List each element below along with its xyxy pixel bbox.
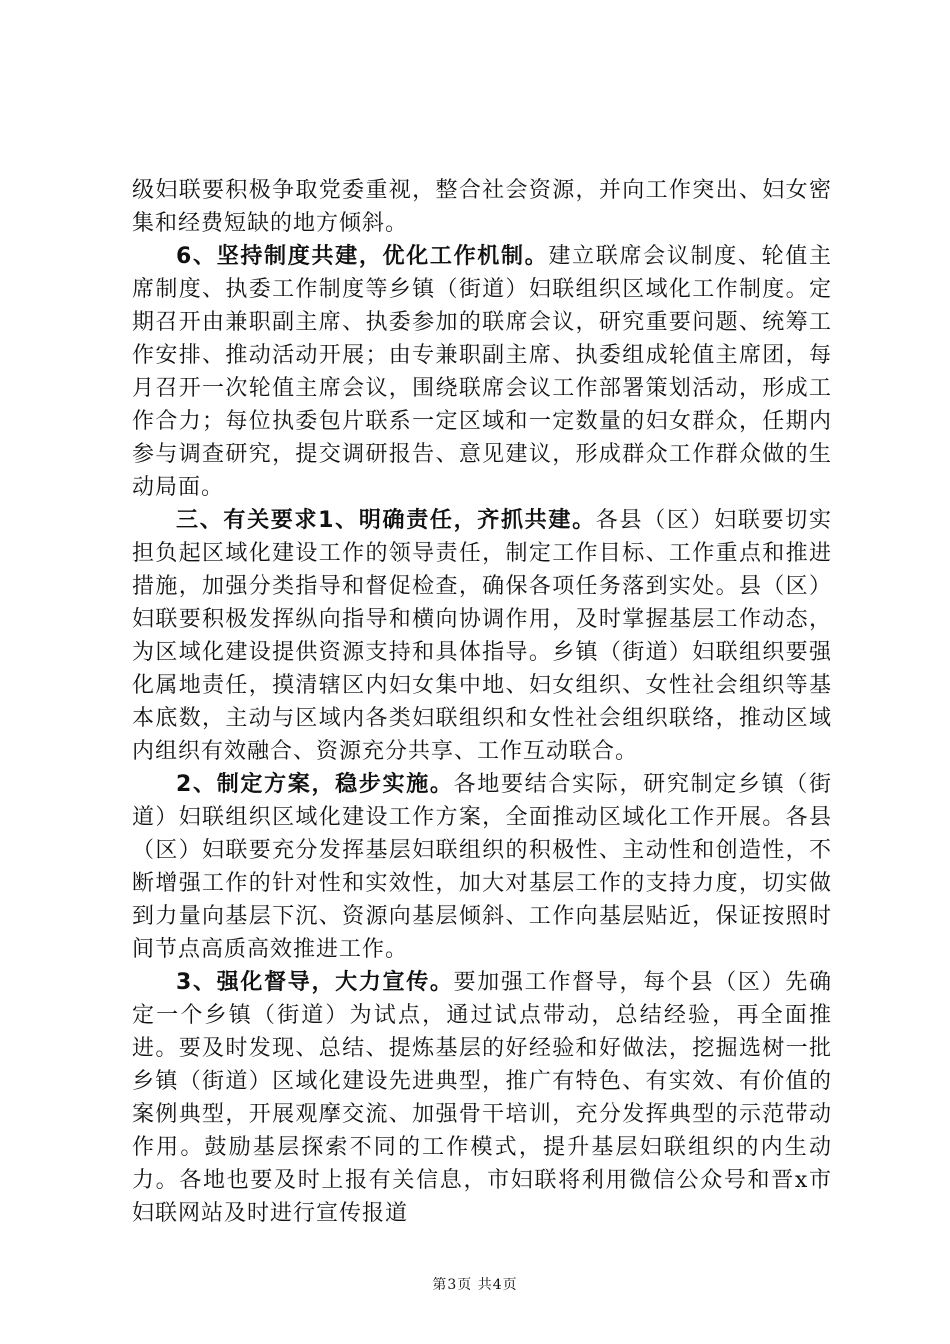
paragraph-body: 要加强工作督导，每个县（区）先确定一个乡镇（街道）为试点，通过试点带动，总结经验，再全面推进。要及时发现、总结、提炼基层的好经验和好做法，挖掘选树一批乡镇（街道）区域化建设先进典型，推广有特色、有实效、有价值的案例典型，开展观摩交流、加强骨干培训，充分发挥典型的示范带动作用。鼓励基层探索不同的工作模式，提升基层妇联组织的内生动力。各地也要及时上报有关信息，市妇联将利用微信公众号和晋x市妇联网站及时进行宣传报道 xyxy=(132,970,832,1226)
paragraph-heading: 3、强化督导，大力宣传。 xyxy=(176,970,454,995)
paragraph-heading: 2、制定方案，稳步实施。 xyxy=(176,772,454,797)
paragraph-heading: 6、坚持制度共建，优化工作机制。 xyxy=(176,244,549,269)
page-number-footer: 第3页 共4页 xyxy=(432,1277,518,1293)
paragraph-heading: 三、有关要求1、明确责任，齐抓共建。 xyxy=(176,508,596,533)
paragraph-continuation xyxy=(132,174,832,240)
paragraph-item-2 xyxy=(132,768,832,966)
paragraph-section-3-item-1 xyxy=(132,504,832,768)
document-body xyxy=(132,174,832,1230)
paragraph-item-3 xyxy=(132,966,832,1230)
paragraph-body: 建立联席会议制度、轮值主席制度、执委工作制度等乡镇（街道）妇联组织区域化工作制度。定期召开由兼职副主席、执委参加的联席会议，研究重要问题、统筹工作安排、推动活动开展；由专兼职副主席、执委组成轮值主席团，每月召开一次轮值主席会议，围绕联席会议工作部署策划活动，形成工作合力；每位执委包片联系一定区域和一定数量的妇女群众，任期内参与调查研究，提交调研报告、意见建议，形成群众工作群众做的生动局面。 xyxy=(132,244,832,500)
paragraph-body: 级妇联要积极争取党委重视，整合社会资源，并向工作突出、妇女密集和经费短缺的地方倾斜。 xyxy=(132,178,832,236)
paragraph-body: 各县（区）妇联要切实担负起区域化建设工作的领导责任，制定工作目标、工作重点和推进措施，加强分类指导和督促检查，确保各项任务落到实处。县（区）妇联要积极发挥纵向指导和横向协调作用，及时掌握基层工作动态，为区域化建设提供资源支持和具体指导。乡镇（街道）妇联组织要强化属地责任，摸清辖区内妇女集中地、妇女组织、女性社会组织等基本底数，主动与区域内各类妇联组织和女性社会组织联络，推动区域内组织有效融合、资源充分共享、工作互动联合。 xyxy=(132,508,832,764)
paragraph-body: 各地要结合实际，研究制定乡镇（街道）妇联组织区域化建设工作方案，全面推动区域化工作开展。各县（区）妇联要充分发挥基层妇联组织的积极性、主动性和创造性，不断增强工作的针对性和实效性，加大对基层工作的支持力度，切实做到力量向基层下沉、资源向基层倾斜、工作向基层贴近，保证按照时间节点高质高效推进工作。 xyxy=(132,772,832,962)
paragraph-item-6 xyxy=(132,240,832,504)
